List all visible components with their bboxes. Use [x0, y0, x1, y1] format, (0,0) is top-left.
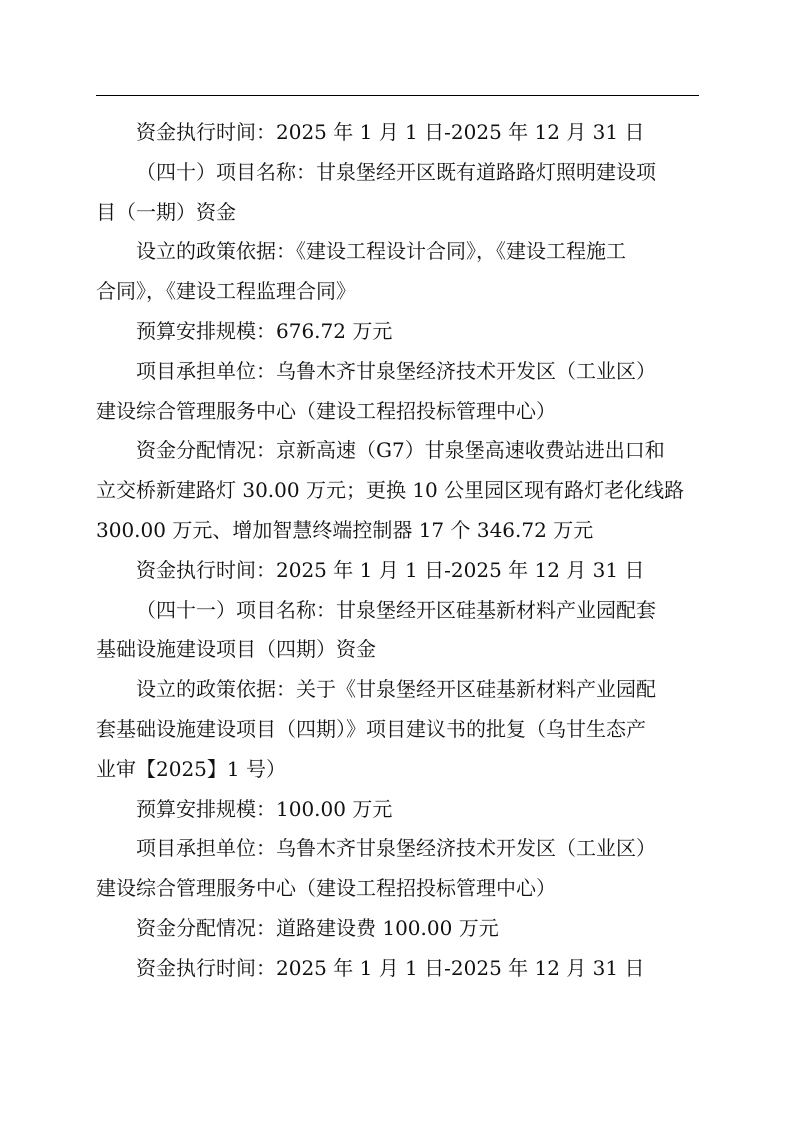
text-line: 设立的政策依据：关于《甘泉堡经开区硅基新材料产业园配 — [136, 677, 656, 702]
document-body — [96, 113, 699, 989]
text-line: 预算安排规模：676.72 万元 — [136, 318, 393, 343]
header-rule — [96, 95, 699, 96]
text-line: 目（一期）资金 — [96, 199, 236, 224]
text-line: 合同》，《建设工程监理合同》 — [96, 279, 356, 304]
text-line: （四十一）项目名称：甘泉堡经开区硅基新材料产业园配套 — [136, 597, 656, 622]
text-line: 300.00 万元、增加智慧终端控制器 17 个 346.72 万元 — [96, 517, 594, 542]
text-line: 业审【2025】1 号） — [96, 756, 286, 781]
text-line: 资金分配情况：京新高速（G7）甘泉堡高速收费站进出口和 — [136, 438, 665, 463]
text-line: 建设综合管理服务中心（建设工程招投标管理中心） — [96, 398, 556, 423]
text-line: 建设综合管理服务中心（建设工程招投标管理中心） — [96, 876, 556, 901]
text-line: 资金执行时间：2025 年 1 月 1 日-2025 年 12 月 31 日 — [136, 557, 645, 582]
text-line: 立交桥新建路灯 30.00 万元；更换 10 公里园区现有路灯老化线路 — [96, 478, 685, 503]
text-line: 项目承担单位：乌鲁木齐甘泉堡经济技术开发区（工业区） — [136, 836, 656, 861]
text-line: 项目承担单位：乌鲁木齐甘泉堡经济技术开发区（工业区） — [136, 358, 656, 383]
text-line: 资金执行时间：2025 年 1 月 1 日-2025 年 12 月 31 日 — [136, 955, 645, 980]
text-line: （四十）项目名称：甘泉堡经开区既有道路路灯照明建设项 — [136, 159, 656, 184]
text-line: 设立的政策依据：《建设工程设计合同》，《建设工程施工 — [136, 239, 626, 264]
text-line: 资金执行时间：2025 年 1 月 1 日-2025 年 12 月 31 日 — [136, 120, 645, 144]
text-line: 预算安排规模：100.00 万元 — [136, 796, 393, 821]
text-line: 基础设施建设项目（四期）资金 — [96, 637, 376, 662]
text-line: 套基础设施建设项目（四期）》项目建议书的批复（乌甘生态产 — [96, 716, 646, 741]
text-line: 资金分配情况：道路建设费 100.00 万元 — [136, 915, 499, 940]
